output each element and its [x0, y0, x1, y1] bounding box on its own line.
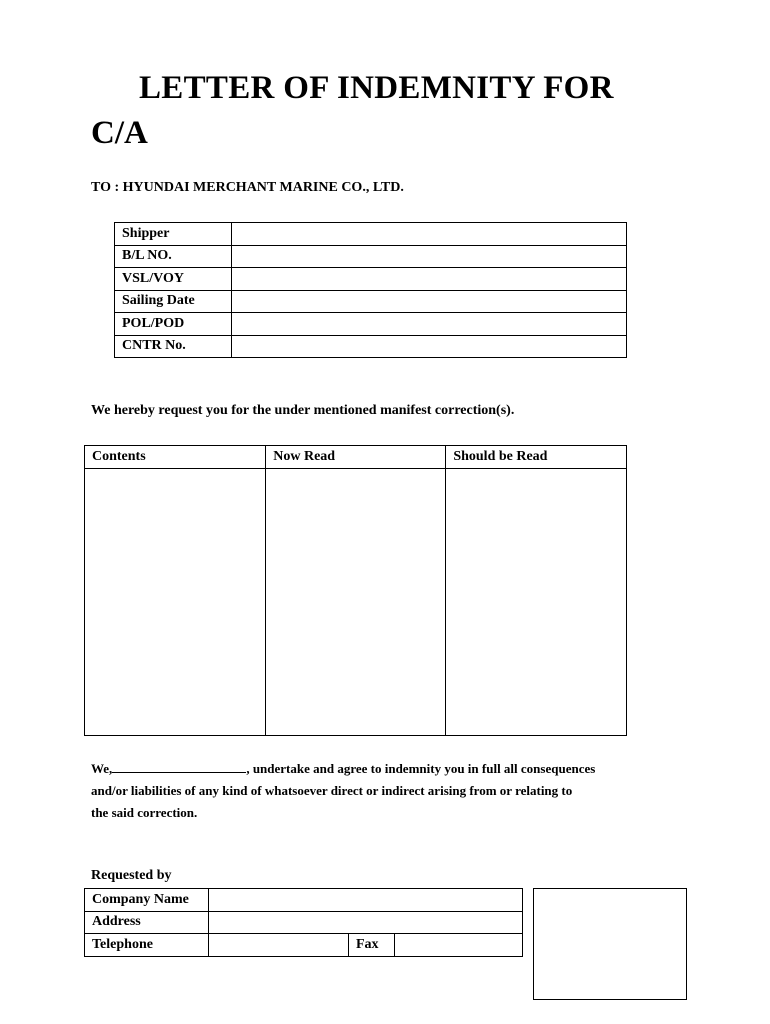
- shipper-label: Shipper: [115, 223, 232, 246]
- shipper-field[interactable]: [232, 223, 627, 246]
- should-be-read-header: Should be Read: [446, 446, 627, 469]
- table-row: [85, 934, 523, 957]
- now-read-field[interactable]: [266, 469, 446, 736]
- bl-no-label: B/L NO.: [115, 245, 232, 268]
- correction-table: [84, 445, 627, 736]
- table-row: [85, 469, 627, 736]
- undertaking-line3: the said correction.: [91, 805, 198, 820]
- table-row: [115, 268, 627, 291]
- cntr-no-label: CNTR No.: [115, 335, 232, 358]
- company-name-label: Company Name: [85, 889, 209, 912]
- pol-pod-field[interactable]: [232, 313, 627, 336]
- vsl-voy-label: VSL/VOY: [115, 268, 232, 291]
- table-header-row: [85, 446, 627, 469]
- contents-header: Contents: [85, 446, 266, 469]
- sailing-date-label: Sailing Date: [115, 290, 232, 313]
- pol-pod-label: POL/POD: [115, 313, 232, 336]
- undertaking-paragraph: [91, 758, 651, 824]
- requester-table: [84, 888, 523, 957]
- table-row: [115, 290, 627, 313]
- undertaking-line1: , undertake and agree to indemnity you in full all consequences: [246, 761, 596, 776]
- table-row: [85, 889, 523, 912]
- table-row: [115, 223, 627, 246]
- undertaker-name-blank[interactable]: [112, 760, 246, 773]
- table-row: [85, 911, 523, 934]
- table-row: [115, 245, 627, 268]
- cntr-no-field[interactable]: [232, 335, 627, 358]
- table-row: [115, 335, 627, 358]
- fax-field[interactable]: [395, 934, 523, 957]
- fax-label: Fax: [349, 934, 395, 957]
- company-name-field[interactable]: [209, 889, 523, 912]
- address-label: Address: [85, 911, 209, 934]
- signature-stamp-box[interactable]: [533, 888, 687, 1000]
- undertaking-line2: and/or liabilities of any kind of whatsoever direct or indirect arising from or relating to: [91, 783, 573, 798]
- shipment-details-table: [114, 222, 627, 358]
- document-title-suffix: C/A: [91, 115, 148, 151]
- requested-by-heading: Requested by: [91, 868, 172, 883]
- telephone-field[interactable]: [209, 934, 349, 957]
- bl-no-field[interactable]: [232, 245, 627, 268]
- should-be-read-field[interactable]: [446, 469, 627, 736]
- now-read-header: Now Read: [266, 446, 446, 469]
- correction-request-text: We hereby request you for the under mentioned manifest correction(s).: [91, 403, 515, 418]
- vsl-voy-field[interactable]: [232, 268, 627, 291]
- address-field[interactable]: [209, 911, 523, 934]
- document-title: LETTER OF INDEMNITY FOR: [139, 70, 614, 106]
- telephone-label: Telephone: [85, 934, 209, 957]
- undertaking-prefix: We,: [91, 761, 113, 776]
- table-row: [115, 313, 627, 336]
- addressee-line: TO : HYUNDAI MERCHANT MARINE CO., LTD.: [91, 180, 404, 195]
- contents-field[interactable]: [85, 469, 266, 736]
- sailing-date-field[interactable]: [232, 290, 627, 313]
